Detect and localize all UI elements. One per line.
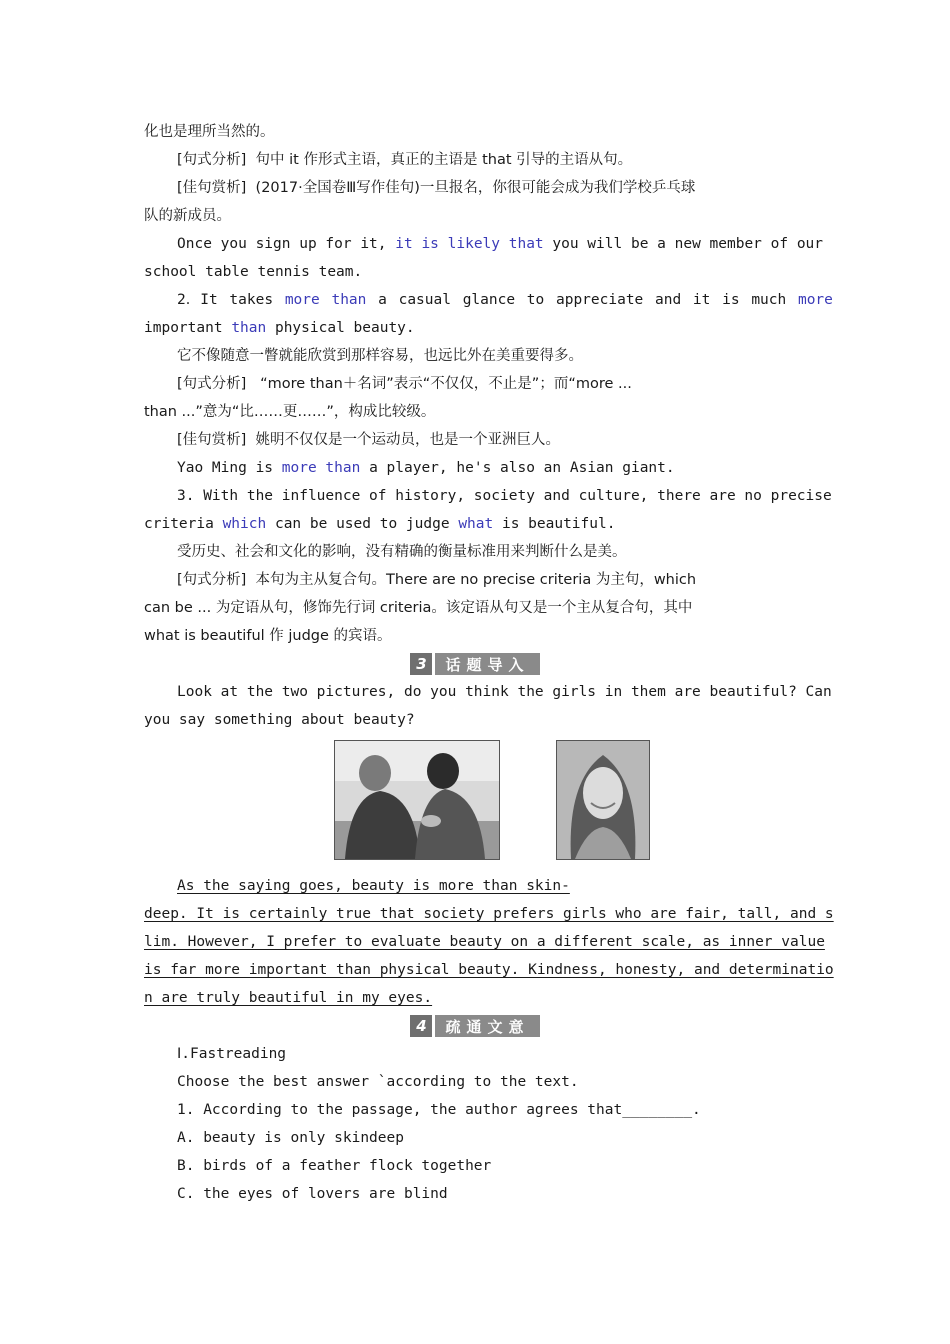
text-line: than ...”意为“比……更……”，构成比较级。 [144,404,436,420]
text-span: you will be a new member of our [552,236,824,252]
sentence-analysis [144,566,806,594]
model-paragraph-line: lim. However, I prefer to evaluate beauty on a different scale, as inner value [144,934,825,950]
banner [410,1015,539,1037]
topic-question: Look at the two pictures, do you think the girls in them are beautiful? Can [177,684,832,700]
sentence-analysis [144,370,806,398]
text-line [144,510,806,538]
text-line: can be ... 为定语从句，修饰先行词 criteria。该定语从句又是一个主从复合句，其中 [144,600,693,616]
good-sentence [144,426,806,454]
text-line: 化也是理所当然的。 [144,124,275,140]
highlight-phrase: which [222,516,267,532]
highlight-phrase: more than [281,460,361,476]
section-banner-3 [144,650,806,678]
analysis-label: [句式分析] [177,376,247,392]
key-sentence-2 [144,286,833,314]
text-span: 2．It takes [177,292,274,308]
text-span: a casual glance to appreciate and it is much [378,292,787,308]
document-page [144,118,834,1208]
text-line [144,314,806,342]
exercise-instruction: Choose the best answer `according to the text. [177,1074,579,1090]
analysis-label: [句式分析] [177,572,247,588]
model-paragraph-line: deep. It is certainly true that society prefers girls who are fair, tall, and s [144,906,834,922]
text-span: Yao Ming is [177,460,274,476]
highlight-phrase: than [231,320,267,336]
text-line: school table tennis team. [144,264,363,280]
photo-smiling-girl [556,740,650,860]
highlight-phrase: what [458,516,494,532]
banner-number: 3 [410,653,432,675]
text-line: what is beautiful 作 judge 的宾语。 [144,628,392,644]
model-paragraph-line: is far more important than physical beauty. Kindness, honesty, and determinatio [144,962,834,978]
good-sentence [144,174,806,202]
section-banner-4 [144,1012,806,1040]
good-sentence-label: [佳句赏析] [177,180,247,196]
text-span: physical beauty. [274,320,415,336]
analysis-text: 句中 it 作形式主语，真正的主语是 that 引导的主语从句。 [255,152,633,168]
translation: 受历史、社会和文化的影响，没有精确的衡量标准用来判断什么是美。 [177,544,627,560]
analysis-text: “more than＋名词”表示“不仅仅，不止是”；而“more ... [260,376,632,392]
model-paragraph-line: As the saying goes, beauty is more than skin- [177,878,570,894]
analysis-label: [句式分析] [177,152,247,168]
text-span: a player, he's also an Asian giant. [369,460,675,476]
banner [410,653,539,675]
model-paragraph-line: n are truly beautiful in my eyes. [144,990,433,1006]
option-b: B. birds of a feather flock together [177,1158,492,1174]
highlight-phrase: more [797,292,833,308]
text-line: 队的新成员。 [144,208,231,224]
good-sentence-text: (2017·全国卷Ⅲ写作佳句)一旦报名，你很可能会成为我们学校乒乓球 [255,180,696,196]
example-sentence [144,454,806,482]
photo-elderly-and-girl [334,740,500,860]
good-sentence-text: 姚明不仅仅是一个运动员，也是一个亚洲巨人。 [255,432,561,448]
example-sentence [144,230,824,258]
option-a: A. beauty is only skindeep [177,1130,404,1146]
text-span: important [144,320,223,336]
banner-number: 4 [410,1015,432,1037]
banner-title: 话题导入 [435,653,539,675]
text-span: criteria [144,516,214,532]
option-c: C. the eyes of lovers are blind [177,1186,448,1202]
banner-title: 疏通文意 [435,1015,539,1037]
highlight-phrase: it is likely that [395,236,544,252]
text-span: Once you sign up for it, [177,236,387,252]
pictures-row [144,734,806,872]
photo-image [335,741,499,859]
analysis-text: 本句为主从复合句。There are no precise criteria 为主句，which [255,572,697,588]
translation: 它不像随意一瞥就能欣赏到那样容易，也远比外在美重要得多。 [177,348,583,364]
sentence-analysis [144,146,806,174]
exercise-heading: Ⅰ.Fastreading [177,1046,287,1062]
key-sentence-3: 3. With the influence of history, society and culture, there are no precise [177,488,832,504]
photo-image [557,741,649,859]
highlight-phrase: more than [284,292,367,308]
question-1: 1. According to the passage, the author agrees that________. [177,1102,701,1118]
good-sentence-label: [佳句赏析] [177,432,247,448]
text-line: you say something about beauty? [144,712,415,728]
text-span: can be used to judge [274,516,450,532]
text-span: is beautiful. [501,516,616,532]
